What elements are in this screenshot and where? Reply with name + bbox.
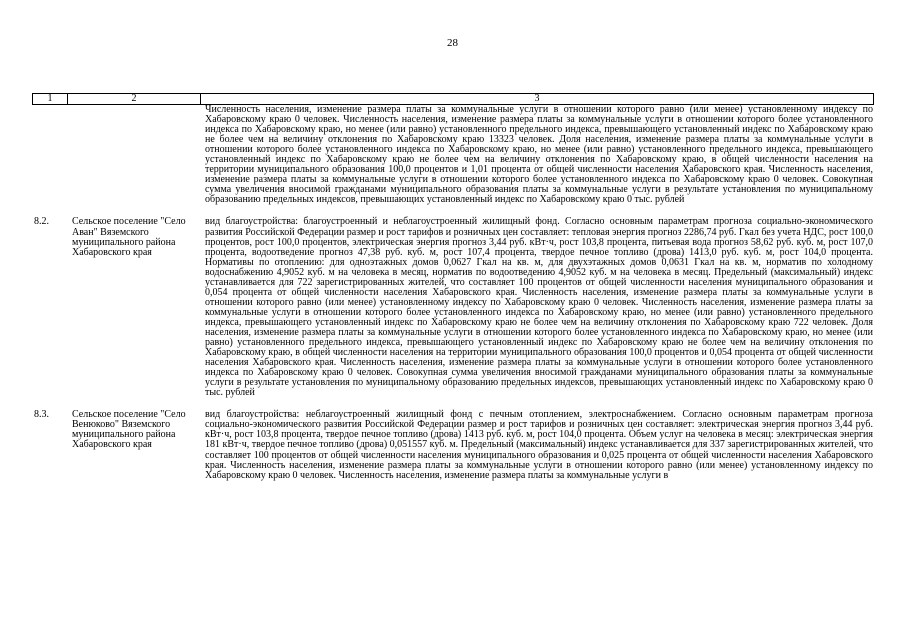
header-col-2: 2 — [68, 94, 201, 104]
row-number — [32, 105, 67, 205]
row-settlement-name: Сельское поселение "Село Венюково" Вяземского муниципального района Хабаровского края — [72, 409, 186, 451]
page-number: 28 — [447, 37, 458, 49]
row-number: 8.2. — [34, 216, 49, 228]
table-row — [32, 410, 874, 480]
row-description: Численность населения, изменение размера платы за коммунальные услуги в отношении которого равно (или менее) установленному индексу по Хабаровскому краю 0 человек. Численность населения, изменение размера платы за коммунальные услуги в отношении которого более установленного индекса по Хабаровскому краю, но менее (или равно) установленного предельного индекса, превышающего установленный индекс по Хабаровскому краю не более чем на величину отклонения по Хабаровскому краю 13323 человек. Доля населения, изменение размера платы за коммунальные услуги в отношении которого более установленного индекса по Хабаровскому краю, но менее (или равно) установленного предельного индекса, превышающего установленный индекс по Хабаровскому краю не более чем на величину отклонения по Хабаровскому краю, в общей численности населения на территории муниципального образования 100,0 процентов и 1,01 процента от общей численности населения Хабаровского края. Численность населения, изменение размера платы за коммунальные услуги в отношении которого более установленного индекса по Хабаровскому краю 0 человек. Совокупная сумма увеличения вносимой гражданами муниципального образования платы за коммунальные услуги в результате установления по муниципальному образованию предельных индексов, превышающих установленный индекс по Хабаровскому краю 0 тыс. рублей — [205, 104, 873, 206]
header-col-3: 3 — [534, 93, 540, 104]
row-settlement-name — [67, 105, 200, 205]
row-description: вид благоустройства: благоустроенный и неблагоустроенный жилищный фонд. Согласно основным параметрам прогноза социально-экономического развития Российской Федерации размер и рост тарифов и розничных цен составляет: тепловая энергия прогноз 2286,74 руб. Гкал без учета НДС, рост 100,0 процентов, рост 100,0 процентов, электрическая энергия прогноз 3,44 руб. кВт·ч, рост 103,8 процента, питьевая вода прогноз 58,62 руб. куб. м, рост 107,0 процента, водоотведение прогноз 47,38 руб. куб. м, рост 107,4 процента, твердое печное топливо (дрова) 1413,0 руб. куб. м, рост 104,0 процента. Нормативы по отоплению: для одноэтажных домов 0,0627 Гкал на кв. м, для двухэтажных домов 0,0631 Гкал на кв. м, норматив по холодному водоснабжению 4,9052 куб. м на человека в месяц, норматив по водоотведению 4,9052 куб. м на человека в месяц. Предельный (максимальный) индекс устанавливается для 722 зарегистрированных жителей, что составляет 100 процентов от общей численности населения муниципального образования и 0,054 процента от общей численности населения Хабаровского края. Численность населения, изменение размера платы за коммунальные услуги в отношении которого равно (или менее) установленному индексу по Хабаровскому краю 0 человек. Численность населения, изменение размера платы за коммунальные услуги в отношении которого более установленного индекса по Хабаровскому краю, но менее (или равно) установленного предельного индекса, превышающего установленный индекс по Хабаровскому краю не более чем на величину отклонения по Хабаровскому краю 722 человек. Доля населения, изменение размера платы за коммунальные услуги в отношении которого более установленного индекса по Хабаровскому краю, но менее (или равно) установленного предельного индекса, превышающего установленный индекс по Хабаровскому краю не более чем на величину отклонения по Хабаровскому краю, в общей численности населения на территории муниципального образования 100,0 процентов и 0,054 процента от общей численности населения Хабаровского края. Численность населения, изменение размера платы за коммунальные услуги в отношении которого более установленного индекса по Хабаровскому краю 0 человек. Совокупная сумма увеличения вносимой гражданами муниципального образования платы за коммунальные услуги в результате установления по муниципальному образованию предельных индексов, превышающих установленный индекс по Хабаровскому краю 0 тыс. рублей — [205, 216, 873, 399]
row-number: 8.3. — [34, 409, 49, 421]
row-settlement-name: Сельское поселение "Село Аван" Вяземского муниципального района Хабаровского края — [72, 216, 186, 258]
header-col-1: 1 — [33, 94, 68, 104]
table-row — [32, 105, 874, 205]
row-description: вид благоустройства: неблагоустроенный жилищный фонд с печным отоплением, электроснабжением. Согласно основным параметрам прогноза социально-экономического развития Российской Федерации размер и рост тарифов и розничных цен составляет: электрическая энергия прогноз 3,44 руб. кВт·ч, рост 103,8 процента, твердое печное топливо (дрова) 1413 руб. куб. м, рост 104,0 процента. Объем услуг на человека в месяц: электрическая энергия 181 кВт·ч, твердое печное топливо (дрова) 0,051557 куб. м. Предельный (максимальный) индекс устанавливается для 337 зарегистрированных жителей, что составляет 100 процентов от общей численности населения муниципального образования и 0,025 процента от общей численности населения Хабаровского края. Численность населения, изменение размера платы за коммунальные услуги в отношении которого равно (или менее) установленному индексу по Хабаровскому краю 0 человек. Численность населения, изменение размера платы за коммунальные услуги в — [205, 409, 873, 481]
table-row — [32, 217, 874, 398]
document-table — [32, 93, 874, 481]
